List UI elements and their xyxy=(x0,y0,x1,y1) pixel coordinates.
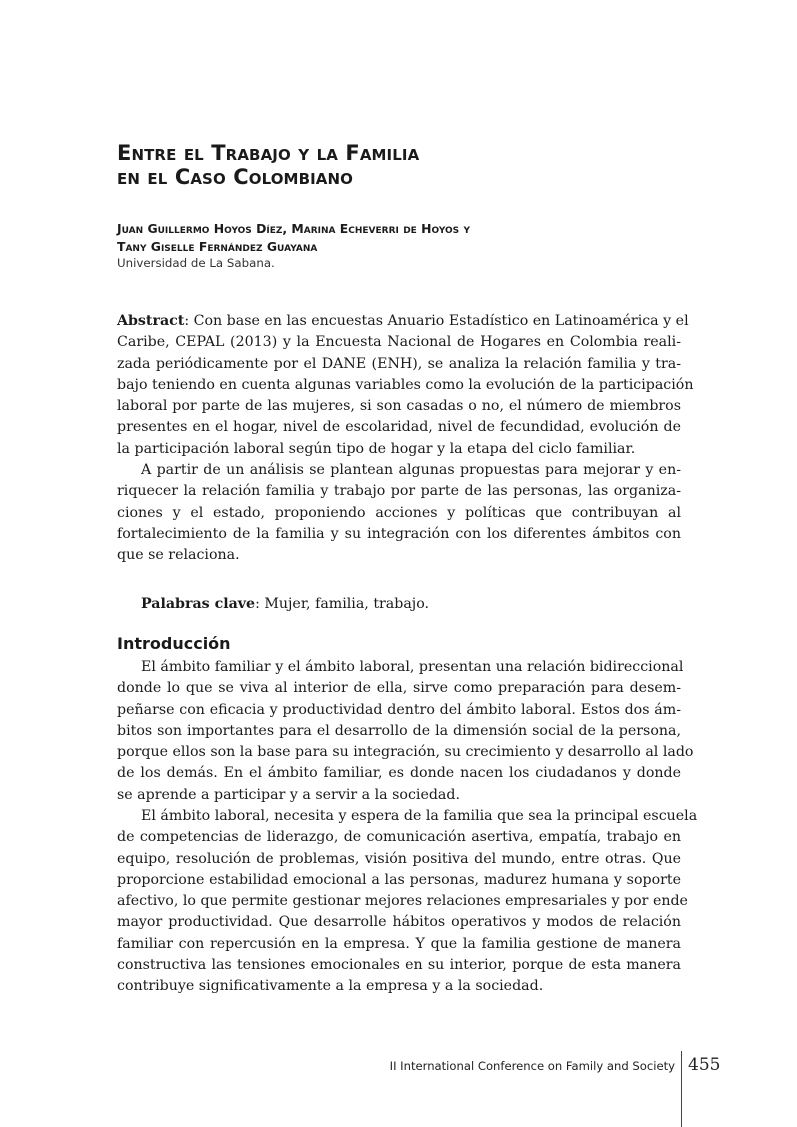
intro-line: de competencias de liderazgo, de comunicación asertiva, empatía, trabajo en xyxy=(117,829,681,846)
introduction-paragraph-1 xyxy=(117,657,694,806)
abstract-line: que se relaciona. xyxy=(117,547,240,564)
intro-line: familiar con repercusión en la empresa. Y que la familia gestione de manera xyxy=(117,935,681,952)
paper-title-line-1: Entre el Trabajo y la Familia xyxy=(117,141,420,165)
intro-line: bitos son importantes para el desarrollo de la dimensión social de la persona, xyxy=(117,722,681,739)
intro-line: peñarse con eficacia y productividad dentro del ámbito laboral. Estos dos ám- xyxy=(117,701,681,718)
intro-line: proporcione estabilidad emocional a las personas, madurez humana y soporte xyxy=(117,871,681,888)
intro-line: constructiva las tensiones emocionales en su interior, porque de esta manera xyxy=(117,957,681,974)
keywords-text: : Mujer, familia, trabajo. xyxy=(255,596,430,612)
intro-line: porque ellos son la base para su integración, su crecimiento y desarrollo al lado xyxy=(117,744,694,761)
abstract-paragraph-2 xyxy=(117,460,681,566)
abstract-line: laboral por parte de las mujeres, si son casadas o no, el número de miembros xyxy=(117,398,681,415)
abstract-line: presentes en el hogar, nivel de escolaridad, nivel de fecundidad, evolución de xyxy=(117,419,681,436)
paper-title xyxy=(117,141,677,189)
intro-line: se aprende a participar y a servir a la sociedad. xyxy=(117,786,460,803)
intro-line: El ámbito laboral, necesita y espera de la familia que sea la principal escuela xyxy=(141,808,698,824)
abstract-line: A partir de un análisis se plantean algunas propuestas para mejorar y en- xyxy=(141,462,681,478)
abstract-paragraph-1 xyxy=(117,311,694,460)
introduction-paragraph-2 xyxy=(117,806,698,998)
intro-line: El ámbito familiar y el ámbito laboral, presentan una relación bidireccional xyxy=(141,659,684,675)
intro-line: contribuye significativamente a la empresa y a la sociedad. xyxy=(117,978,544,995)
abstract-line: ciones y el estado, proponiendo acciones y políticas que contribuyan al xyxy=(117,504,681,521)
intro-line: donde lo que se viva al interior de ella, sirve como preparación para desem- xyxy=(117,680,681,697)
author-list xyxy=(117,220,697,256)
keywords xyxy=(141,594,429,615)
abstract-line: : Con base en las encuestas Anuario Estadístico en Latinoamérica y el xyxy=(184,313,689,329)
abstract-label: Abstract xyxy=(117,313,185,329)
intro-line: equipo, resolución de problemas, visión positiva del mundo, entre otras. Que xyxy=(117,850,681,867)
abstract-line: la participación laboral según tipo de hogar y la etapa del ciclo familiar. xyxy=(117,440,636,457)
abstract-line: riquecer la relación familia y trabajo por parte de las personas, las organiza- xyxy=(117,483,681,500)
intro-line: mayor productividad. Que desarrolle hábitos operativos y modos de relación xyxy=(117,914,681,931)
intro-line: afectivo, lo que permite gestionar mejores relaciones empresariales y por ende xyxy=(117,893,688,910)
footer-conference-name: II International Conference on Family and Society xyxy=(389,1059,675,1073)
abstract-line: bajo teniendo en cuenta algunas variables como la evolución de la participación xyxy=(117,376,694,393)
footer-divider xyxy=(681,1051,682,1127)
keywords-label: Palabras clave xyxy=(141,596,256,612)
abstract-line: Caribe, CEPAL (2013) y la Encuesta Nacional de Hogares en Colombia reali- xyxy=(117,334,681,351)
paper-title-line-2: en el Caso Colombiano xyxy=(117,165,354,189)
abstract-line: zada periódicamente por el DANE (ENH), se analiza la relación familia y tra- xyxy=(117,355,681,372)
affiliation: Universidad de La Sabana. xyxy=(117,256,275,270)
abstract-line: fortalecimiento de la familia y su integración con los diferentes ámbitos con xyxy=(117,525,681,542)
page-number: 455 xyxy=(688,1055,721,1075)
section-heading-introduction: Introducción xyxy=(117,634,231,653)
intro-line: de los demás. En el ámbito familiar, es donde nacen los ciudadanos y donde xyxy=(117,765,681,782)
author-line-2: Tany Giselle Fernández Guayana xyxy=(117,239,318,254)
author-line-1: Juan Guillermo Hoyos Díez, Marina Echeverri de Hoyos y xyxy=(117,221,470,236)
